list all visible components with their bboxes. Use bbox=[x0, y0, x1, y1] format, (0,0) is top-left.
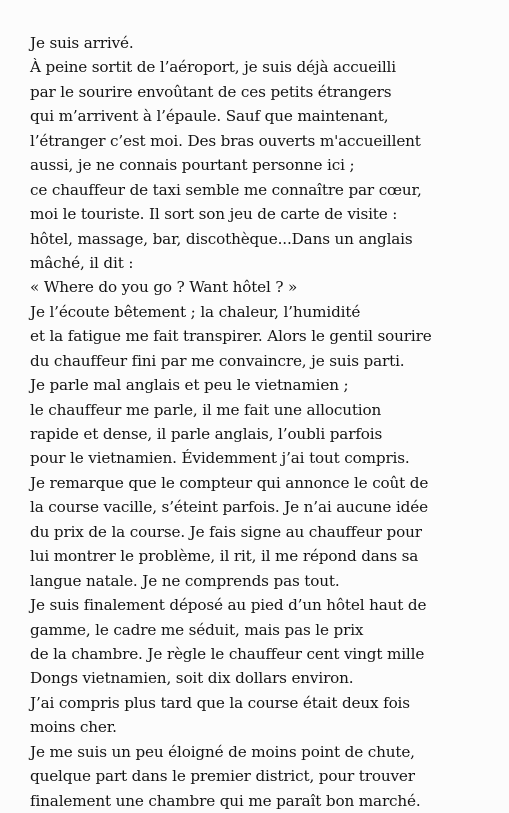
text-line: ce chauffeur de taxi semble me connaître par cœur, bbox=[30, 180, 422, 199]
text-line: langue natale. Je ne comprends pas tout. bbox=[30, 571, 340, 590]
text-line: Je remarque que le compteur qui annonce le coût de bbox=[30, 473, 429, 492]
text-line: du chauffeur fini par me convaincre, je suis parti. bbox=[30, 351, 405, 370]
text-line: par le sourire envoûtant de ces petits étrangers bbox=[30, 82, 392, 101]
text-line: moins cher. bbox=[30, 718, 117, 737]
text-line: l’étranger c’est moi. Des bras ouverts m'accueillent bbox=[30, 131, 421, 150]
text-line: Je suis finalement déposé au pied d’un hôtel haut de bbox=[30, 596, 427, 615]
text-line: Je parle mal anglais et peu le vietnamien ; bbox=[30, 376, 349, 395]
text-line: Dongs vietnamien, soit dix dollars environ. bbox=[30, 669, 354, 688]
text-line: J’ai compris plus tard que la course était deux fois bbox=[30, 693, 410, 712]
text-line: et la fatigue me fait transpirer. Alors le gentil sourire bbox=[30, 327, 432, 346]
text-line: Je l’écoute bêtement ; la chaleur, l’humidité bbox=[30, 302, 361, 321]
text-line: de la chambre. Je règle le chauffeur cent vingt mille bbox=[30, 644, 425, 663]
text-line: le chauffeur me parle, il me fait une allocution bbox=[30, 400, 382, 419]
text-line: Je me suis un peu éloigné de moins point de chute, bbox=[30, 742, 415, 761]
text-line: quelque part dans le premier district, pour trouver bbox=[30, 767, 415, 786]
text-line: du prix de la course. Je fais signe au chauffeur pour bbox=[30, 522, 422, 541]
text-line: aussi, je ne connais pourtant personne ici ; bbox=[30, 156, 355, 175]
text-line: rapide et dense, il parle anglais, l’oubli parfois bbox=[30, 425, 383, 443]
text-line: qui m’arrivent à l’épaule. Sauf que maintenant, bbox=[30, 107, 389, 126]
text-line: « Where do you go ? Want hôtel ? » bbox=[30, 278, 298, 297]
text-line: Je suis arrivé. bbox=[30, 34, 134, 52]
text-line: lui montrer le problème, il rit, il me répond dans sa bbox=[30, 547, 419, 566]
text-line: À peine sortit de l’aéroport, je suis déjà accueilli bbox=[30, 58, 396, 77]
text-line: moi le touriste. Il sort son jeu de carte de visite : bbox=[30, 205, 398, 224]
body-text bbox=[30, 31, 500, 813]
text-line: la course vacille, s’éteint parfois. Je n’ai aucune idée bbox=[30, 498, 428, 517]
text-line: finalement une chambre qui me paraît bon marché. bbox=[30, 791, 421, 810]
text-line: pour le vietnamien. Évidemment j’ai tout compris. bbox=[30, 449, 410, 468]
text-line: mâché, il dit : bbox=[30, 253, 134, 272]
text-line: gamme, le cadre me séduit, mais pas le prix bbox=[30, 620, 364, 639]
text-line: hôtel, massage, bar, discothèque...Dans un anglais bbox=[30, 229, 413, 248]
